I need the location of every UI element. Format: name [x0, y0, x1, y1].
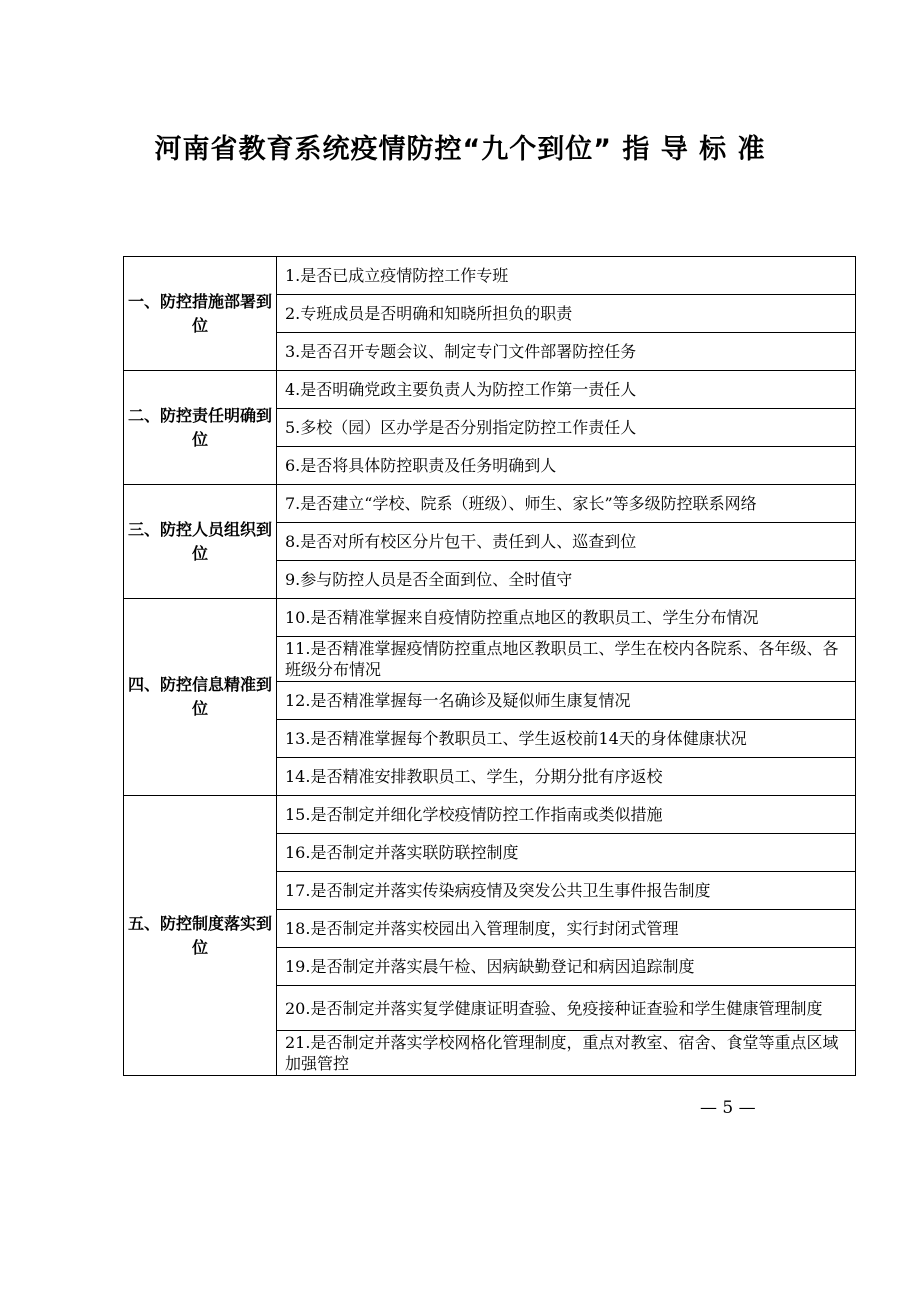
item-cell: 16.是否制定并落实联防联控制度 — [277, 834, 856, 872]
category-cell: 四、防控信息精准到位 — [124, 599, 277, 796]
item-cell: 1.是否已成立疫情防控工作专班 — [277, 257, 856, 295]
page-number: — 5 — — [700, 1098, 756, 1118]
table-row — [124, 257, 856, 295]
item-cell: 8.是否对所有校区分片包干、责任到人、巡查到位 — [277, 523, 856, 561]
table-row — [124, 485, 856, 523]
item-cell: 20.是否制定并落实复学健康证明查验、免疫接种证查验和学生健康管理制度 — [277, 986, 856, 1031]
item-cell: 6.是否将具体防控职责及任务明确到人 — [277, 447, 856, 485]
item-cell: 5.多校（园）区办学是否分别指定防控工作责任人 — [277, 409, 856, 447]
item-cell: 11.是否精准掌握疫情防控重点地区教职员工、学生在校内各院系、各年级、各班级分布情况 — [277, 637, 856, 682]
item-cell: 2.专班成员是否明确和知晓所担负的职责 — [277, 295, 856, 333]
page-title: 河南省教育系统疫情防控“九个到位” 指 导 标 准 — [154, 134, 766, 165]
item-cell: 19.是否制定并落实晨午检、因病缺勤登记和病因追踪制度 — [277, 948, 856, 986]
item-cell: 18.是否制定并落实校园出入管理制度，实行封闭式管理 — [277, 910, 856, 948]
item-cell: 4.是否明确党政主要负责人为防控工作第一责任人 — [277, 371, 856, 409]
category-cell: 一、防控措施部署到位 — [124, 257, 277, 371]
item-cell: 15.是否制定并细化学校疫情防控工作指南或类似措施 — [277, 796, 856, 834]
table-row — [124, 796, 856, 834]
category-cell: 三、防控人员组织到位 — [124, 485, 277, 599]
category-cell: 五、防控制度落实到位 — [124, 796, 277, 1076]
item-cell: 9.参与防控人员是否全面到位、全时值守 — [277, 561, 856, 599]
item-cell: 10.是否精准掌握来自疫情防控重点地区的教职员工、学生分布情况 — [277, 599, 856, 637]
item-cell: 17.是否制定并落实传染病疫情及突发公共卫生事件报告制度 — [277, 872, 856, 910]
item-cell: 12.是否精准掌握每一名确诊及疑似师生康复情况 — [277, 682, 856, 720]
item-cell: 14.是否精准安排教职员工、学生，分期分批有序返校 — [277, 758, 856, 796]
item-cell: 3.是否召开专题会议、制定专门文件部署防控任务 — [277, 333, 856, 371]
item-cell: 21.是否制定并落实学校网格化管理制度，重点对教室、宿舍、食堂等重点区域加强管控 — [277, 1031, 856, 1076]
item-cell: 7.是否建立“学校、院系（班级）、师生、家长”等多级防控联系网络 — [277, 485, 856, 523]
standards-table — [123, 256, 856, 1076]
item-cell: 13.是否精准掌握每个教职员工、学生返校前14天的身体健康状况 — [277, 720, 856, 758]
table-row — [124, 371, 856, 409]
table-row — [124, 599, 856, 637]
category-cell: 二、防控责任明确到位 — [124, 371, 277, 485]
